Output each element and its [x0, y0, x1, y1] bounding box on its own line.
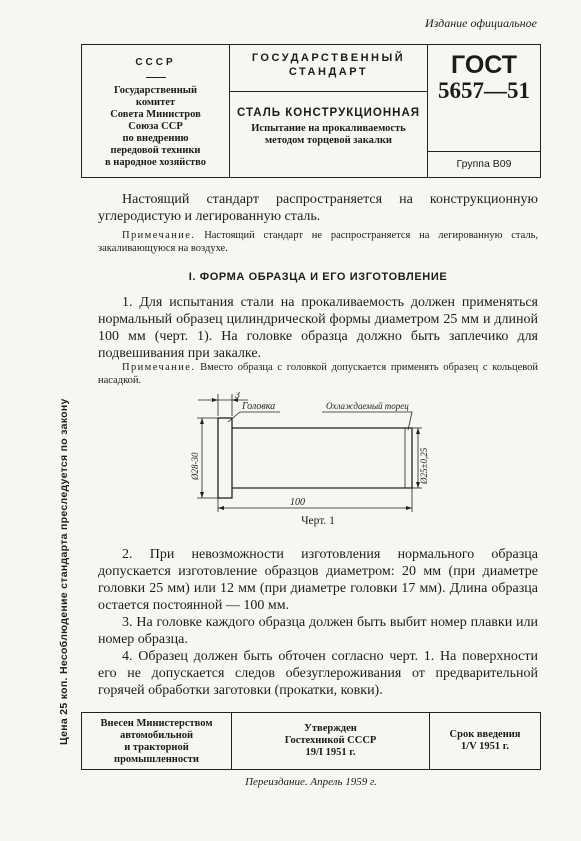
country-label: СССР: [135, 57, 176, 68]
note-text: Вместо образца с головкой допускается применять образец с кольцевой насадкой.: [98, 362, 539, 386]
divider: [428, 151, 540, 152]
note-text: Настоящий стандарт не распространяется на легированную сталь, закаливающуюся на воздухе.: [98, 230, 539, 254]
dim-head-length: 3: [235, 392, 240, 401]
council-name: Государственный комитет Совета Министров Союза ССР по внедрению передовой техники в народное хозяйство: [105, 85, 206, 168]
specimen-head: [218, 418, 232, 498]
edition-label: Издание официальное: [424, 16, 537, 30]
gost-number: 5657—51: [438, 78, 530, 103]
paragraph-4: 4. Образец должен быть обточен согласно черт. 1. На поверхности его не допускается следов обезуглероживания от предварительной горячей обработки заготовки (прокатки, ковки).: [98, 649, 538, 698]
header-number-block: [428, 45, 540, 177]
drawing-caption: Черт. 1: [301, 515, 335, 527]
specimen-drawing: [180, 392, 430, 514]
paragraph-1: 1. Для испытания стали на прокаливаемость должен применяться нормальный образец цилиндрической формы диаметром 25 мм и длиной 100 мм (черт. 1). На головке образца должно быть заплечико для подвешивания при закалке.: [98, 295, 538, 361]
label-body: Охлаждаемый торец: [326, 401, 409, 411]
dim-length: 100: [290, 497, 305, 508]
divider: [230, 91, 427, 92]
section-title: I. ФОРМА ОБРАЗЦА И ЕГО ИЗГОТОВЛЕНИЕ: [188, 271, 448, 283]
gost-label: ГОСТ: [451, 51, 517, 79]
reprint-note: Переиздание. Апрель 1959 г.: [245, 776, 377, 788]
label-head: Головка: [242, 401, 276, 412]
paragraph-3: 3. На головке каждого образца должен быть выбит номер плавки или номер образца.: [98, 615, 538, 647]
standard-type: ГОСУДАРСТВЕННЫЙ СТАНДАРТ: [251, 52, 406, 78]
footer-introduced: Внесен Министерством автомобильной и тракторной промышленности: [82, 713, 232, 769]
header-issuer: [82, 45, 230, 177]
intro-paragraph: Настоящий стандарт распространяется на конструкционную углеродистую и легированную сталь.: [98, 192, 538, 224]
intro-note: [98, 230, 538, 255]
note-label: Примечание.: [122, 362, 196, 373]
footer-approved: Утвержден Гостехникой СССР 19/I 1951 г.: [232, 713, 430, 769]
side-note-area: Цена 25 коп. Несоблюдение стандарта преследуется по закону: [58, 398, 70, 745]
header-table: [81, 44, 541, 178]
specimen-body: [232, 428, 412, 488]
footer-table: [81, 712, 541, 770]
paragraph-2: 2. При невозможности изготовления нормального образца допускается изготовление образцов диаметром: 20 мм (при диаметре головки 25 мм) или 12 мм (при диаметре головки 17 мм). Длина образца остается постоянной — 100 мм.: [98, 547, 538, 613]
header-title-block: [230, 45, 428, 177]
footer-effective: Срок введения 1/V 1951 г.: [449, 729, 521, 752]
standard-subtitle: Испытание на прокаливаемость методом торцевой закалки: [251, 123, 406, 146]
dim-body-diameter: Ø25±0,25: [419, 447, 429, 484]
standard-name: СТАЛЬ КОНСТРУКЦИОННАЯ: [236, 107, 421, 119]
group-code: Группа В09: [456, 158, 512, 170]
dim-head-diameter: Ø28-30: [190, 452, 200, 480]
note-label: Примечание.: [122, 230, 196, 241]
paragraph-1-note: [98, 362, 538, 387]
divider: [146, 77, 166, 78]
